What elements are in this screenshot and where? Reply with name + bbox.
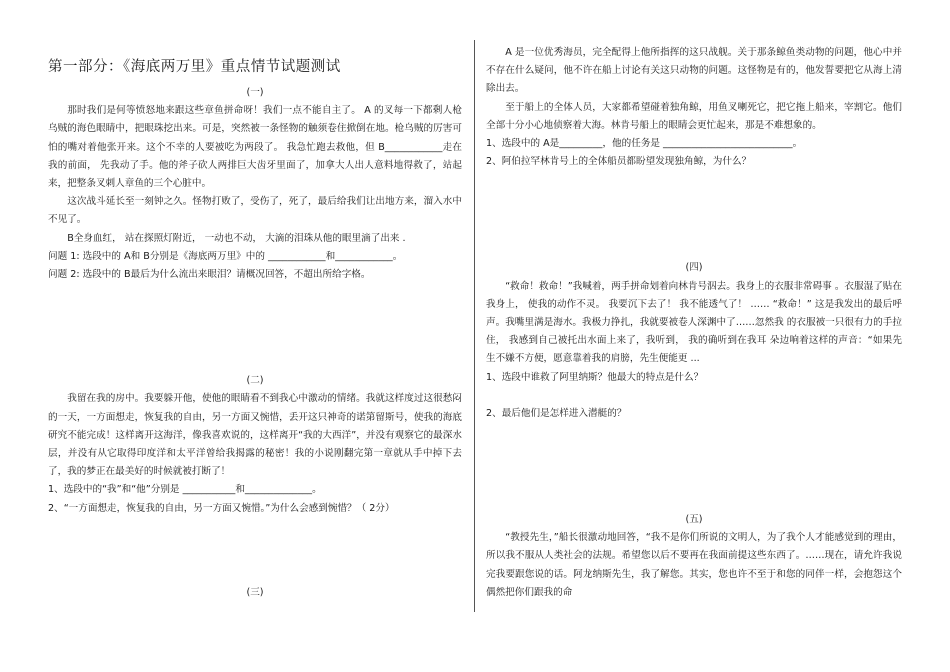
answer-space — [48, 518, 462, 584]
section-heading-1: (一) — [246, 87, 264, 98]
question-3-2: 2、阿伯拉罕林肯号上的全体船员都盼望发现独角鲸，为什么？ — [486, 156, 752, 168]
passage-1-paragraph-1: 那时我们是何等愤怒地来跟这些章鱼拼命呀！我们一点不能自主了。 A 的叉每一下都剩人枪乌贼的海色眼睛中，把眼珠挖出来。可是，突然被一条怪物的触须卷住掀倒在地。枪乌贼的厉害可怕的嘴对着他张开来。这个不幸的人要被吃为两段了。 我急忙跑去救他，但 B____________走在我的前面， 先我动了手。他的斧子砍人两排巨大齿牙里面了，加拿大人出人意料地得救了，站起来，把整条叉刺人章鱼的三个心脏中。 — [48, 105, 462, 190]
column-divider — [474, 40, 475, 612]
question-2-2: 2、“一方面想走，恢复我的自由，另一方面又惋惜。”为什么会感到惋惜？（ 2分） — [48, 502, 395, 514]
section-heading-2: (二) — [246, 375, 264, 387]
passage-4-paragraph-1: “救命！救命！”我喊着，两手拼命划着向林肯号泅去。我身上的衣服非常碍事 。衣服湿了贴在我身上， 使我的动作不灵。 我要沉下去了！ 我不能透气了！ …… “救命！” 这是我发出的最后呼声。我嘴里满是海水。我极力挣扎，我就要被卷人深渊中了……忽然我 的衣服被一只很有力的手拉住， 我感到自己被托出水面上来了，我听到， 我的确听到在我耳 朵边响着这样的声音：“如果先生不嫌不方便，愿意靠着我的肩膀，先生便能更 ... — [486, 280, 902, 365]
passage-3-paragraph-2: 至于船上的全体人员，大家都希望碰着独角鲸，用鱼叉喇死它，把它拖上船来，宰割它。他们全部十分小心地侦察着大海。林肯号船上的眼睛会更忙起来，那是不难想象的。 — [486, 101, 902, 131]
passage-2-paragraph-1: 我留在我的房中。我要躲开他，使他的眼睛看不到我心中激动的情绪。我就这样度过这很愁闷的一天，一方面想走，恢复我的自由，另一方面又惋惜，丢开这只神奇的诺第留斯号，使我的海底研究不能完成！这样离开这海洋，像我喜欢说的，这样离开“我的大西洋”，并没有观察它的最深水层，并没有从它取得印度洋和太平洋曾给我揭露的秘密！我的小说刚翻完第一章就从手中掉下去了，我的梦正在最美好的时候就被打断了！ — [48, 393, 462, 478]
answer-space — [486, 171, 902, 259]
answer-space — [48, 284, 462, 372]
question-4-1: 1、选段中谁救了阿里纳斯？他最大的特点是什么？ — [486, 371, 704, 383]
question-1-1: 问题 1: 选段中的 A和 B分别是《海底两万里》中的 ____________和____________。 — [48, 250, 403, 262]
section-heading-5: (五) — [685, 514, 703, 526]
passage-1-paragraph-2: 这次战斗延长至一刻钟之久。怪物打败了，受伤了，死了，最后给我们让出地方来，溜入水中不见了。 — [48, 196, 462, 226]
question-4-2: 2、最后他们是怎样进入潜艇的？ — [486, 407, 627, 419]
answer-space — [486, 387, 902, 405]
question-3-1: 1、选段中的 A是_________，他的任务是 ___________________________。 — [486, 138, 803, 150]
right-column — [486, 44, 902, 602]
passage-3-paragraph-1: A 是一位优秀海员，完全配得上他所指挥的这只战舰。关于那条鲸鱼类动物的问题，他心中并不存在什么疑问，他不许在船上讨论有关这只动物的问题。这怪物是有的，他发誓要把它从海上清除出去。 — [486, 47, 902, 95]
page-title: 第一部分：《海底两万里》重点情节试题测试 — [48, 59, 341, 75]
question-2-1: 1、选段中的“我”和“他”分别是 ___________和______________。 — [48, 484, 322, 496]
question-1-2: 问题 2: 选段中的 B最后为什么流出来眼泪？请概况回答，不超出所给字格。 — [48, 269, 371, 281]
answer-space — [486, 423, 902, 511]
left-column — [48, 44, 462, 602]
section-heading-4: (四) — [685, 262, 703, 274]
passage-5-paragraph-1: “教授先生，”船长很激动地回答，“我不是你们所说的文明人，为了我个人才能感觉到的理由，所以我不服从人类社会的法规。希望您以后不要再在我面前提这些东西了。……现在，请允许我说完我要跟您说的话。阿龙纳斯先生，我了解您。其实，您也许不至于和您的同伴一样，会抱怨这个偶然把你们跟我的命 — [486, 532, 902, 598]
passage-1-paragraph-3: B全身血红， 站在探照灯附近， 一动也不动， 大滴的泪珠从他的眼里滴了出来 . — [67, 232, 406, 244]
section-heading-3: (三) — [246, 586, 264, 598]
